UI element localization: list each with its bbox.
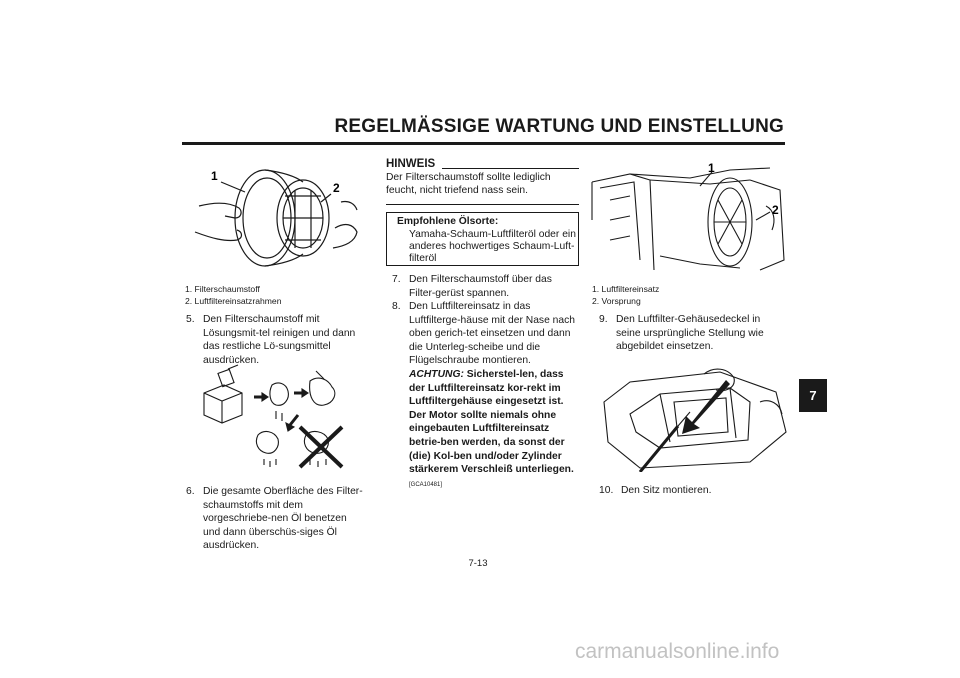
chapter-tab: 7: [799, 379, 827, 412]
step-7-text: Den Filterschaumstoff über das Filter-gerüst spannen.: [409, 274, 552, 299]
step-7: [392, 273, 580, 301]
step-8-body: [409, 300, 580, 492]
figure-cleaning-procedure: [198, 363, 348, 473]
figure-cover-install: [600, 362, 790, 472]
figure3-caption-2: 2. Vorsprung: [592, 296, 641, 306]
step-5: [186, 313, 366, 366]
note-text: Der Filterschaumstoff sollte lediglich feucht, nicht triefend nass sein.: [386, 172, 551, 196]
step-6: [186, 485, 366, 552]
step-9: [599, 313, 787, 355]
figure-foam-filter: [185, 162, 365, 274]
figure-filter-housing: [590, 160, 786, 275]
warning-code: [GCA10481]: [409, 481, 443, 488]
recommended-oil-title: Empfohlene Ölsorte:: [397, 216, 499, 227]
step-10-number: 10.: [599, 485, 614, 496]
warning-text: Sicherstel-len, dass der Luftfiltereinsatz kor-rekt im Luftfiltergehäuse eingesetzt ist. Der Motor sollte niemals ohne eingebauten Luftfiltereinsatz betrie-ben werden, da sonst der (die) Kol-ben und/oder Zylinder stärkerem Verschleiß unterliegen.: [409, 368, 574, 476]
step-5-number: 5.: [186, 314, 195, 325]
step-8-number: 8.: [392, 301, 401, 312]
step-6-number: 6.: [186, 486, 195, 497]
callout-2: 2: [772, 203, 779, 217]
callout-1: 1: [708, 161, 715, 175]
figure1-caption-2: 2. Luftfiltereinsatzrahmen: [185, 296, 282, 306]
step-8-text: Den Luftfiltereinsatz in das Luftfilterge-häuse mit der Nase nach oben gerich-tet einsetzen und dann die Unterleg-scheibe und die Flügelschraube montieren.: [409, 301, 575, 367]
note-end-rule: [386, 204, 579, 205]
title-underline: [182, 142, 785, 145]
page-number: 7-13: [468, 558, 488, 569]
page-title: REGELMÄSSIGE WARTUNG UND EINSTELLUNG: [334, 116, 784, 137]
note-heading: HINWEIS: [386, 158, 436, 170]
step-10: [599, 484, 787, 500]
note-heading-rule: [442, 168, 579, 169]
step-6-text: Die gesamte Oberfläche des Filter-schaumstoffs mit dem vorgeschriebe-nen Öl benetzen und dann überschüs-siges Öl ausdrücken.: [203, 486, 363, 552]
recommended-oil-box: [386, 212, 579, 266]
step-8: [392, 300, 580, 488]
figure3-caption-1: 1. Luftfiltereinsatz: [592, 284, 660, 294]
step-7-number: 7.: [392, 274, 401, 285]
callout-1: 1: [211, 169, 218, 183]
figure1-caption-1: 1. Filterschaumstoff: [185, 284, 260, 294]
watermark: carmanualsonline.info: [575, 640, 780, 663]
step-10-text: Den Sitz montieren.: [621, 485, 712, 496]
step-9-text: Den Luftfilter-Gehäusedeckel in seine ursprüngliche Stellung wie abgebildet einsetzen.: [616, 314, 764, 353]
step-5-text: Den Filterschaumstoff mit Lösungsmit-tel reinigen und dann das restliche Lö-sungsmittel ausdrücken.: [203, 314, 356, 366]
step-9-number: 9.: [599, 314, 608, 325]
warning-label: ACHTUNG:: [409, 368, 464, 380]
callout-2: 2: [333, 181, 340, 195]
recommended-oil-text: Yamaha-Schaum-Luftfilteröl oder ein anderes hochwertiges Schaum-Luft-filteröl: [409, 229, 576, 264]
